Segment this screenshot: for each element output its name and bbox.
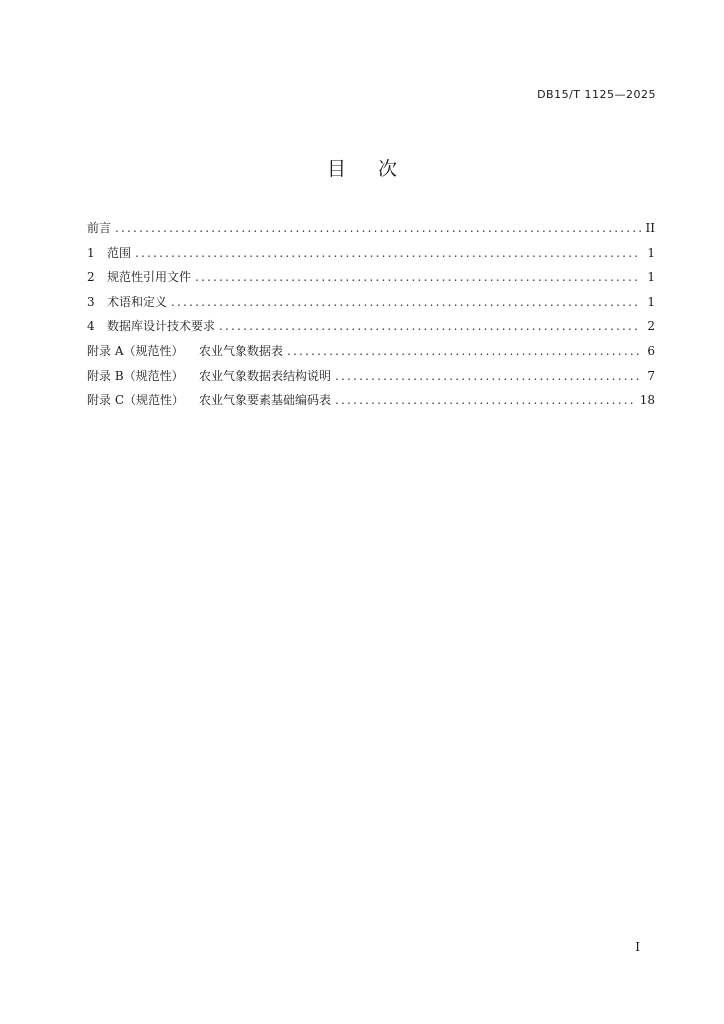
toc-entry-page: 1 (647, 294, 655, 309)
toc-entry-appendix-c[interactable] (87, 390, 655, 415)
toc-entry-number: 1 (87, 245, 95, 260)
toc-entry-label: 数据库设计技术要求 (107, 319, 216, 334)
toc-entry-database-design[interactable] (87, 316, 655, 341)
toc-leader-dots (335, 366, 641, 386)
toc-entry-appendix-a[interactable] (87, 341, 655, 366)
toc-entry-page: 6 (647, 343, 655, 358)
toc-entry-label: 规范性引用文件 (107, 270, 192, 285)
toc-entry-page: 1 (647, 245, 655, 260)
toc-entry-page: 1 (647, 270, 655, 285)
toc-entry-normative-references[interactable] (87, 267, 655, 292)
toc-leader-dots (287, 341, 641, 361)
toc-entry-number: 4 (87, 319, 95, 334)
toc-entry-label: 农业气象数据表 (199, 343, 284, 358)
toc-entry-page: 18 (639, 393, 655, 408)
document-code: DB15/T 1125—2025 (537, 88, 656, 101)
toc-entry-label: 术语和定义 (107, 294, 168, 309)
toc-entry-foreword[interactable] (87, 218, 655, 243)
toc-leader-dots (219, 316, 641, 336)
toc-leader-dots (195, 267, 641, 287)
toc-entry-page: 7 (647, 368, 655, 383)
toc-entry-appendix-prefix: 附录 A（规范性） (87, 343, 184, 358)
toc-entry-label: 农业气象要素基础编码表 (199, 393, 332, 408)
toc-entry-appendix-prefix: 附录 B（规范性） (87, 368, 184, 383)
toc-entry-appendix-b[interactable] (87, 366, 655, 391)
toc-leader-dots (335, 390, 636, 410)
toc-entry-appendix-prefix: 附录 C（规范性） (87, 393, 184, 408)
toc-entry-page: 2 (647, 319, 655, 334)
toc-entry-page: II (645, 221, 655, 235)
toc-leader-dots (135, 243, 641, 263)
toc-entry-number: 3 (87, 294, 95, 309)
toc-entry-scope[interactable] (87, 243, 655, 268)
toc-entry-terms-definitions[interactable] (87, 292, 655, 317)
toc-entry-label: 范围 (107, 245, 132, 260)
table-of-contents (87, 218, 655, 415)
toc-leader-dots (115, 218, 641, 238)
toc-entry-label: 前言 (87, 221, 112, 235)
toc-entry-label: 农业气象数据表结构说明 (199, 368, 332, 383)
toc-leader-dots (171, 292, 641, 312)
toc-entry-number: 2 (87, 270, 95, 285)
page-number: I (635, 940, 640, 954)
toc-title: 目次 (326, 158, 429, 180)
